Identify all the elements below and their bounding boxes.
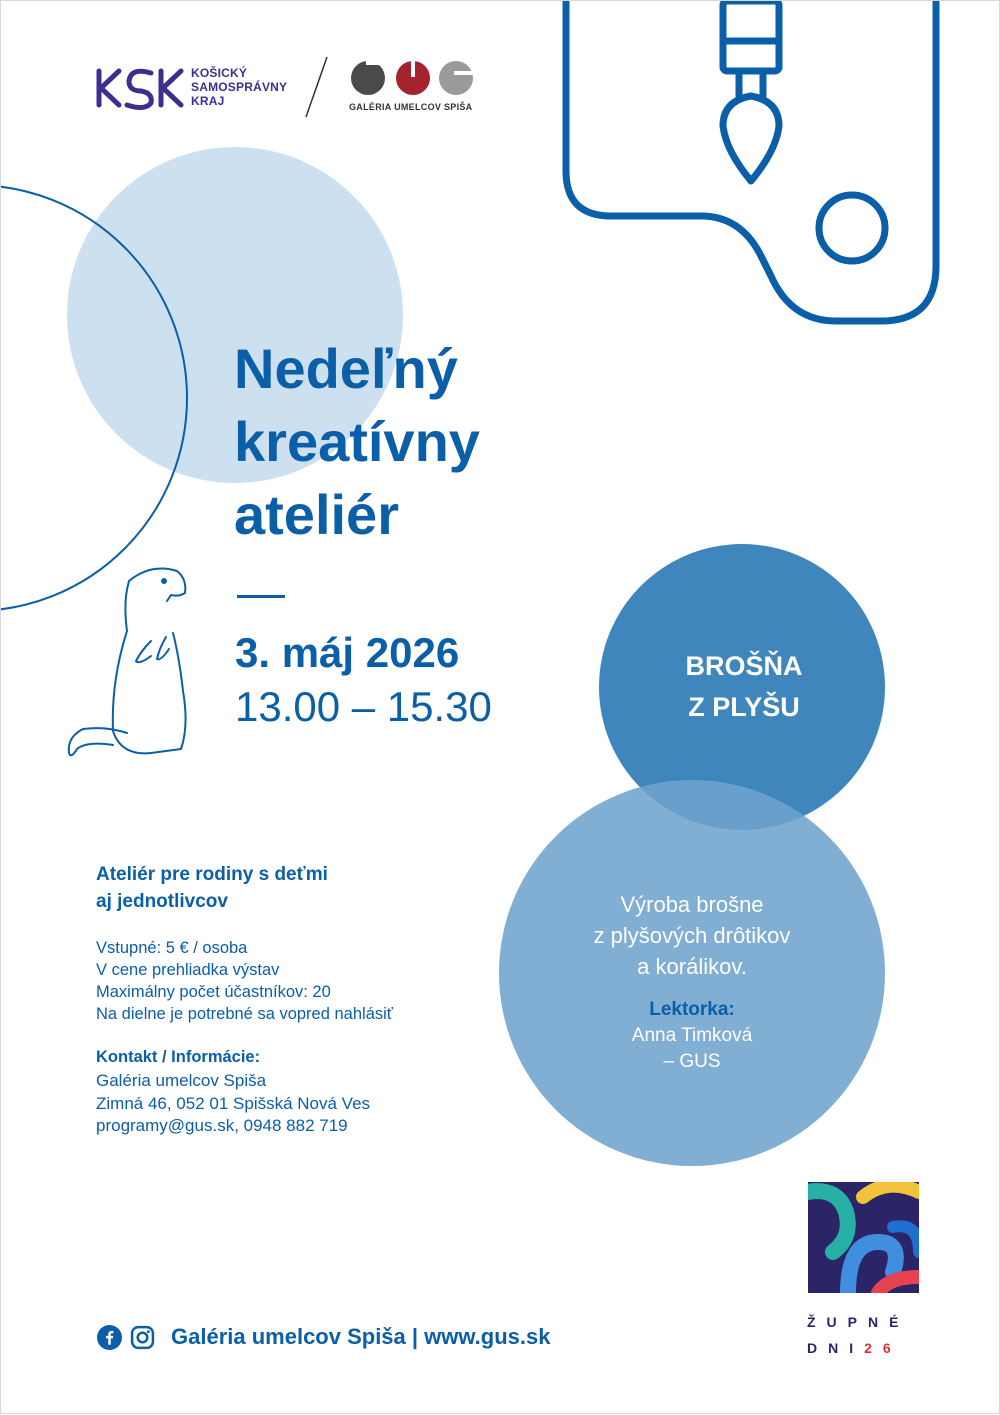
contact-info [96,1070,370,1138]
info-item: V cene prehliadka výstav [96,961,280,979]
logo-divider [306,57,327,117]
event-date: 3. máj 2026 [235,629,460,676]
ksk-name-line: KOŠICKÝ [191,66,248,80]
event-time: 13.00 – 15.30 [235,683,492,730]
zupne-dni-graphic [808,1182,919,1293]
ksk-logo-mark [99,71,181,108]
description-line: a korálikov. [637,954,747,979]
lecturer-label: Lektorka: [649,999,735,1020]
facebook-icon[interactable] [97,1325,122,1350]
workshop-name [599,646,889,728]
info-list [96,937,393,1025]
zupne-dni-logo [808,1182,919,1293]
brush-palette-icon [566,1,936,321]
zupne-dni-line1: ŽUPNÉ [807,1314,910,1330]
instagram-icon[interactable] [130,1325,155,1350]
audience-heading [96,861,328,915]
workshop-name-line: Z PLYŠU [688,692,800,722]
zupne-dni-year: 26 [864,1340,902,1356]
zupne-dni-prefix: DNI [807,1340,865,1356]
gus-logo-text: GALÉRIA UMELCOV SPIŠA [349,102,473,112]
info-item: Maximálny počet účastníkov: 20 [96,983,331,1001]
gus-logo-mark [351,61,474,95]
info-item: Na dielne je potrebné sa vopred nahlásiť [96,1005,393,1023]
footer-text[interactable]: Galéria umelcov Spiša | www.gus.sk [171,1324,551,1349]
description-line: Výroba brošne [620,892,764,917]
audience-line: Ateliér pre rodiny s deťmi [96,864,328,885]
ksk-logo-text [191,66,287,108]
contact-line: programy@gus.sk, 0948 882 719 [96,1116,348,1135]
ksk-name-line: KRAJ [191,94,225,108]
zupne-dni-line2 [807,1335,909,1361]
title-line: kreatívny [234,409,480,473]
contact-line: Galéria umelcov Spiša [96,1071,267,1090]
title-line: ateliér [234,482,399,546]
ksk-name-line: SAMOSPRÁVNY [191,80,288,94]
workshop-name-line: BROŠŇA [685,651,803,681]
marmot-illustration [69,569,186,756]
audience-line: aj jednotlivcov [96,891,228,912]
lecturer-org: – GUS [663,1051,721,1072]
footer [97,1321,551,1353]
title-line: Nedeľný [234,337,458,400]
info-item: Vstupné: 5 € / osoba [96,939,248,957]
title-divider [237,595,285,598]
contact-heading: Kontakt / Informácie: [96,1048,261,1066]
workshop-details [499,889,885,1075]
description-line: z plyšových drôtikov [593,923,791,948]
event-title [234,333,480,551]
zupne-dni-text [807,1309,909,1361]
contact-line: Zimná 46, 052 01 Spišská Nová Ves [96,1093,371,1113]
lecturer-name: Anna Timková [631,1025,753,1046]
